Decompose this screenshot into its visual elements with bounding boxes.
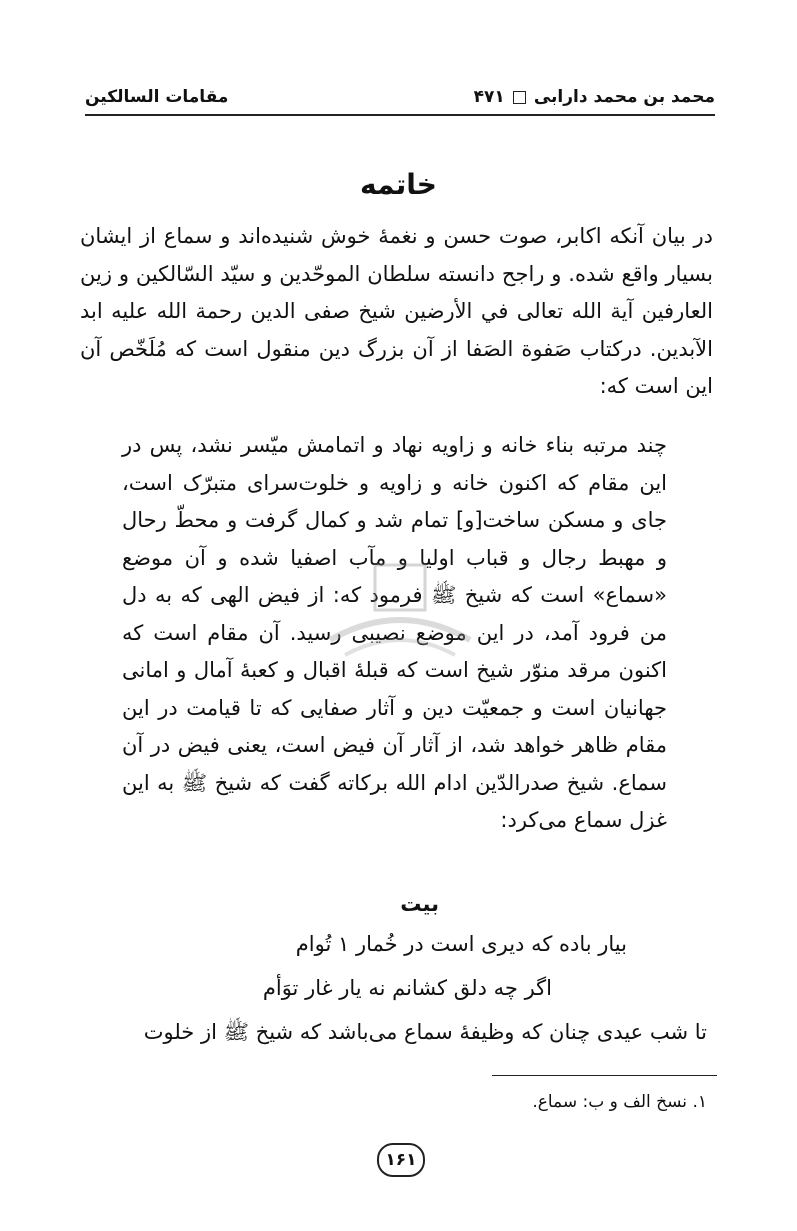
closing-line: تا شب عیدی چنان که وظیفهٔ سماع می‌باشد که شیخ ﷺ از خلوت: [143, 1020, 707, 1044]
quoted-paragraph: چند مرتبه بناء خانه و زاویه نهاد و اتمامش میّسر نشد، پس در این مقام که اکنون خانه و زاویه و خلوت‌سرای متبرّک است، جای و مسکن ساخت[و] تمام شد و کمال گرفت و محطّ رحال و مهبط رجال و قباب اولیا و مآب اصفیا شده و آن موضع «سماع» است که شیخ ﷺ فرمود که: از فیض الهی که به دل من فرود آمد، در این موضع نصیبی رسید. آن مقام است که اکنون مرقد منوّر شیخ است که قبلهٔ اقبال و کعبهٔ آمال و امانی جهانیان است و جمعیّت دین و آثار صفایی که تا قیامت در این مقام ظاهر خواهد شد، از آثار آن فیض است، یعنی فیض در آن سماع. شیخ صدرالدّین ادام الله برکاته گفت که شیخ ﷺ به این غزل سماع می‌کرد:: [122, 433, 667, 832]
footnote: ۱. نسخ الف و ب: سماع.: [532, 1092, 707, 1112]
page-number: ۱۶۱: [377, 1143, 425, 1177]
verse-line-2: اگر چه دلق کشانم نه یار غار توَأم: [262, 976, 552, 1000]
header-page-ref: ۴۷۱: [473, 87, 505, 107]
intro-paragraph: در بیان آنکه اکابر، صوت حسن و نغمهٔ خوش شنیده‌اند و سماع از ایشان بسیار واقع شده. و راجح دانسته سلطان الموحّدین و سیّد السّالکین و زین العارفین آیة الله تعالی في الأرضین شیخ صفی الدین رحمة الله علیه ابد الآبدین. درکتاب صَفوة الصَفا از آن بزرگ دین منقول است که مُلَخّص آن این است که:: [80, 224, 713, 398]
author-name: محمد بن محمد دارابی: [533, 87, 715, 107]
author-and-page: [474, 87, 715, 107]
footnote-divider: [492, 1075, 717, 1076]
running-header: [85, 80, 715, 116]
square-separator-icon: [513, 91, 526, 104]
verse-heading: بیت: [400, 892, 439, 916]
verse-line-1: بیار باده که دیری است در خُمار ۱ تُوام: [295, 932, 627, 956]
book-title: مقامات السالكين: [85, 87, 229, 107]
section-title: خاتمه: [360, 168, 437, 201]
